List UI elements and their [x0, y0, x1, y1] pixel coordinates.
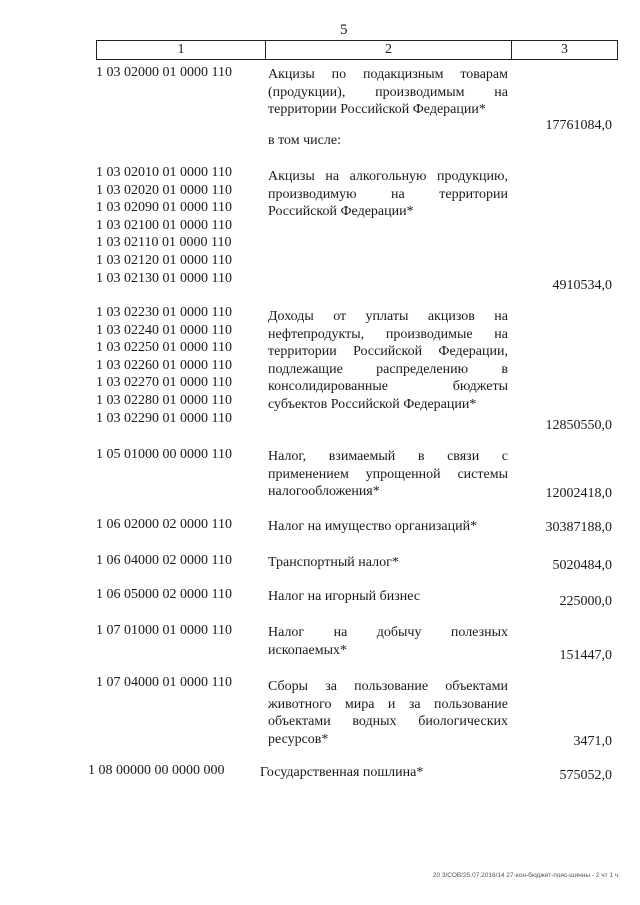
budget-code: 1 03 02260 01 0000 110 — [96, 357, 232, 373]
row-description: Акцизы на алкогольную продукцию, производимую на территории Российской Федерации* — [268, 169, 508, 220]
budget-code: 1 03 02090 01 0000 110 — [96, 200, 232, 216]
row-description: Налог на добычу полезных ископаемых* — [268, 625, 508, 658]
row-codes — [96, 446, 232, 464]
row-codes — [96, 622, 232, 640]
header-col-2: 2 — [266, 40, 512, 60]
row-amount: 4910534,0 — [552, 278, 612, 293]
row-description: Налог на имущество организаций* — [268, 519, 478, 534]
budget-code: 1 03 02000 01 0000 110 — [96, 65, 232, 80]
row-amount: 575052,0 — [559, 768, 612, 783]
row-codes — [96, 674, 232, 692]
row-codes — [96, 586, 232, 604]
row-description: Государственная пошлина* — [260, 765, 424, 780]
budget-code: 1 03 02020 01 0000 110 — [96, 182, 232, 198]
row-amount: 30387188,0 — [545, 520, 612, 535]
row-codes — [96, 552, 232, 570]
budget-code: 1 06 02000 02 0000 110 — [96, 517, 232, 532]
budget-code: 1 06 04000 02 0000 110 — [96, 553, 232, 568]
row-amount: 3471,0 — [573, 734, 612, 749]
header-col-3: 3 — [512, 40, 618, 60]
budget-code: 1 03 02130 01 0000 110 — [96, 270, 232, 286]
footer-doc-id: 20 3/СОВ/25.07.2016/14 27-кон-бюджет-пояс-шинны - 2 чт 1 ч. — [432, 872, 620, 879]
row-description: Транспортный налог* — [268, 555, 399, 570]
row-amount: 5020484,0 — [552, 558, 612, 573]
budget-code: 1 07 01000 01 0000 110 — [96, 623, 232, 638]
row-amount: 225000,0 — [559, 594, 612, 609]
row-codes — [96, 64, 232, 82]
row-description: Сборы за пользование объектами животного мира и за пользование объектами водных биологических ресурсов* — [268, 679, 508, 747]
row-description: Акцизы по подакцизным товарам (продукции), производимым на территории Российской Федерации* — [268, 67, 508, 118]
row-description: Налог, взимаемый в связи с применением упрощенной системы налогообложения* — [268, 449, 508, 500]
row-amount: 17761084,0 — [545, 118, 612, 133]
page-number: 5 — [340, 22, 348, 38]
budget-code: 1 03 02280 01 0000 110 — [96, 392, 232, 408]
row-description: Доходы от уплаты акцизов на нефтепродукты, производимые на территории Российской Федерации, подлежащие распределению в консолидированные бюджеты субъектов Российской Федерации* — [268, 309, 508, 412]
budget-code: 1 07 04000 01 0000 110 — [96, 675, 232, 690]
budget-code: 1 03 02110 01 0000 110 — [96, 235, 232, 251]
header-col-1: 1 — [96, 40, 266, 60]
row-codes — [96, 304, 232, 427]
row-codes — [88, 762, 225, 780]
budget-code: 1 03 02230 01 0000 110 — [96, 305, 232, 320]
budget-code: 1 03 02290 01 0000 110 — [96, 410, 232, 426]
budget-code: 1 06 05000 02 0000 110 — [96, 587, 232, 602]
budget-code: 1 05 01000 00 0000 110 — [96, 447, 232, 462]
row-amount: 151447,0 — [559, 648, 612, 663]
note-including: в том числе: — [268, 133, 341, 148]
row-codes — [96, 164, 232, 287]
budget-code: 1 03 02240 01 0000 110 — [96, 322, 232, 338]
row-codes — [96, 516, 232, 534]
row-amount: 12850550,0 — [545, 418, 612, 433]
budget-code: 1 03 02010 01 0000 110 — [96, 165, 232, 180]
row-amount: 12002418,0 — [545, 486, 612, 501]
budget-code: 1 03 02250 01 0000 110 — [96, 340, 232, 356]
budget-code: 1 08 00000 00 0000 000 — [88, 763, 225, 778]
budget-code: 1 03 02100 01 0000 110 — [96, 217, 232, 233]
budget-code: 1 03 02270 01 0000 110 — [96, 375, 232, 391]
row-description: Налог на игорный бизнес — [268, 589, 421, 604]
budget-code: 1 03 02120 01 0000 110 — [96, 252, 232, 268]
